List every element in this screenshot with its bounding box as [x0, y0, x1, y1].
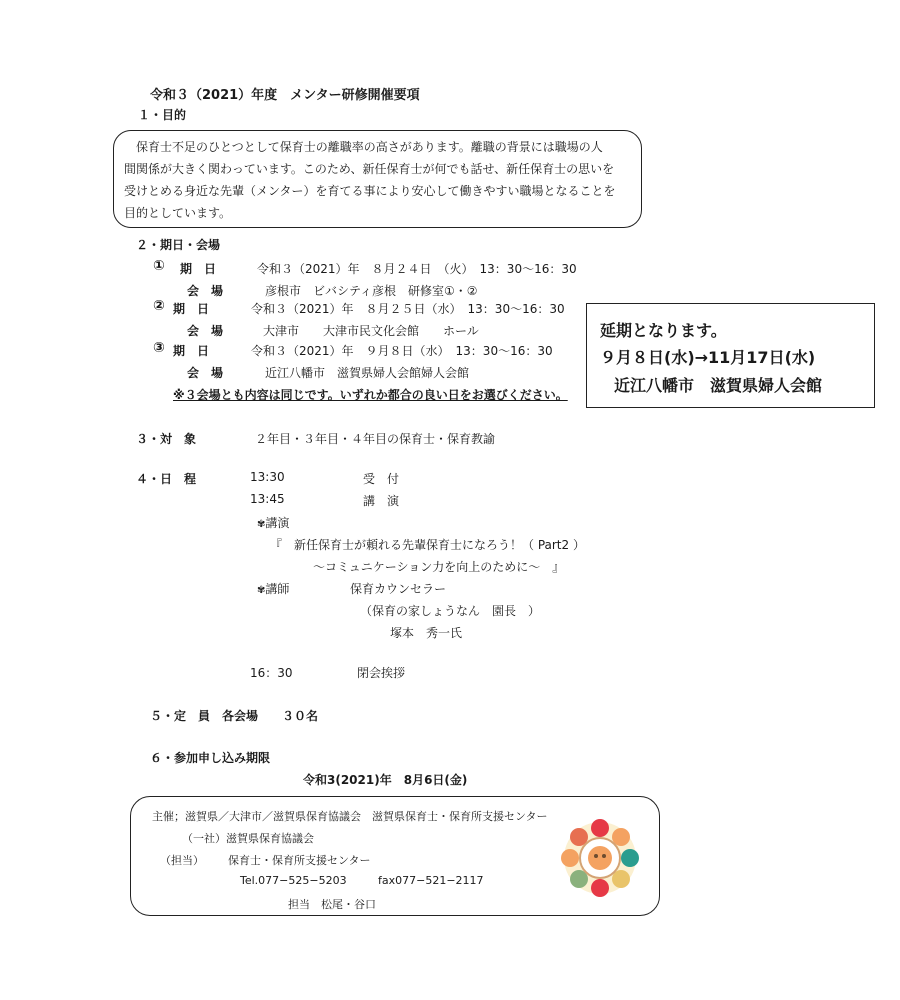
deadline: 令和3(2021)年 8月6日(金) [303, 773, 468, 787]
session2-date-label: 期 日 [173, 302, 210, 316]
lecturer-label [257, 580, 289, 597]
notice-line-2: ９月８日(水)→11月17日(水) [600, 348, 816, 367]
session3-number: ③ [153, 340, 165, 356]
session2-venue-label: 会 場 [187, 324, 224, 338]
session3-venue: 近江八幡市 滋賀県婦人会館婦人会館 [265, 366, 470, 380]
session1-venue-label: 会 場 [187, 284, 224, 298]
capacity: ５・定 員 各会場 ３０名 [150, 709, 319, 723]
section3-heading: ３・対 象 [136, 432, 197, 446]
purpose-text [124, 136, 639, 224]
target-text: ２年目・３年目・４年目の保育士・保育教諭 [255, 432, 496, 446]
session3-date: 令和３（2021）年 ９月８日（水） 13：30〜16：30 [251, 344, 553, 358]
purpose-line: 目的としています。 [124, 206, 232, 220]
section6-heading: ６・参加申し込み期限 [150, 751, 271, 765]
purpose-line: 保育士不足のひとつとして保育士の離職率の高さがあります。離職の背景には職場の人 [124, 140, 603, 154]
page-title: 令和３（2021）年度 メンター研修開催要項 [150, 88, 420, 103]
label-closing: 閉会挨拶 [357, 666, 406, 680]
session1-venue: 彦根市 ビバシティ彦根 研修室①・② [265, 284, 478, 298]
fax: fax077−521−2117 [378, 874, 484, 887]
lecturer-org: （保育の家しょうなん 園長 ） [360, 604, 541, 618]
lecturer-label-text: 講師 [265, 582, 290, 596]
session2-number: ② [153, 298, 165, 314]
time-lecture: 13:45 [250, 492, 285, 506]
session1-date-label: 期 日 [180, 262, 217, 276]
organizer-2: （一社）滋賀県保育協議会 [182, 832, 314, 845]
label-lecture: 講 演 [363, 494, 400, 508]
time-closing: 16：30 [250, 666, 293, 680]
lecture-title: 『 新任保育士が頼れる先輩保育士になろう！（ Part2 ） [270, 538, 585, 552]
label-reception: 受 付 [363, 472, 400, 486]
contact-org: 保育士・保育所支援センター [228, 854, 371, 867]
section4-heading: ４・日 程 [136, 472, 197, 486]
contact-label: （担当） [160, 854, 204, 867]
flower-logo [558, 816, 642, 900]
lecturer-name: 塚本 秀一氏 [390, 626, 463, 640]
purpose-line: 間関係が大きく関わっています。このため、新任保育士が何でも話せ、新任保育士の思いを [124, 162, 615, 176]
notice-line-1: 延期となります。 [600, 321, 727, 340]
session3-venue-label: 会 場 [187, 366, 224, 380]
session1-date: 令和３（2021）年 ８月２４日 （火） 13：30〜16：30 [257, 262, 577, 276]
tel: Tel.077−525−5203 [240, 874, 347, 887]
bullet-icon: ✾ [257, 519, 266, 530]
session2-venue: 大津市 大津市民文化会館 ホール [263, 324, 479, 338]
staff: 担当 松尾・谷口 [288, 898, 376, 911]
lecture-label [257, 514, 289, 531]
section2-heading: ２・期日・会場 [136, 238, 221, 252]
bullet-icon: ✾ [257, 585, 266, 596]
lecture-label-text: 講演 [265, 516, 290, 530]
session1-number: ① [153, 258, 165, 274]
venue-note: ※３会場とも内容は同じです。いずれか都合の良い日をお選びください。 [173, 388, 568, 402]
notice-line-3: 近江八幡市 滋賀県婦人会館 [614, 376, 823, 395]
session2-date: 令和３（2021）年 ８月２５日（水） 13：30〜16：30 [251, 302, 565, 316]
lecture-subtitle: 〜コミュニケーション力を向上のために〜 』 [313, 560, 565, 574]
time-reception: 13:30 [250, 470, 285, 484]
organizers: 主催；滋賀県／大津市／滋賀県保育協議会 滋賀県保育士・保育所支援センター [152, 810, 548, 823]
session3-date-label: 期 日 [173, 344, 210, 358]
lecturer-role: 保育カウンセラー [350, 582, 447, 596]
purpose-line: 受けとめる身近な先輩（メンター）を育てる事により安心して働きやすい職場となることを [124, 184, 616, 198]
section1-heading: １・目的 [138, 108, 187, 122]
